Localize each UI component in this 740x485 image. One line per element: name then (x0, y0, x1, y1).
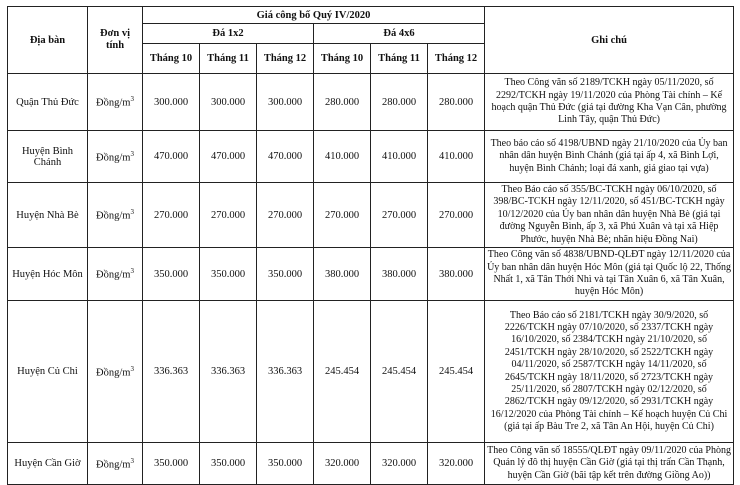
price-table-container (7, 6, 733, 485)
price-4x6-cell: 280.000 (428, 74, 485, 131)
header-stone-4x6: Đá 4x6 (314, 24, 485, 44)
header-note: Ghi chú (485, 7, 734, 74)
header-month: Tháng 11 (371, 44, 428, 74)
price-4x6-cell: 245.454 (314, 301, 371, 443)
price-1x2-cell: 350.000 (143, 443, 200, 485)
price-4x6-cell: 280.000 (371, 74, 428, 131)
price-4x6-cell: 270.000 (428, 183, 485, 248)
area-cell: Huyện Củ Chi (8, 301, 88, 443)
price-1x2-cell: 300.000 (143, 74, 200, 131)
table-row (8, 301, 734, 443)
header-unit: Đơn vị tính (88, 7, 143, 74)
price-1x2-cell: 300.000 (257, 74, 314, 131)
unit-cell: Đồng/$m^3$ (88, 248, 143, 301)
table-row (8, 74, 734, 131)
price-1x2-cell: 470.000 (257, 131, 314, 183)
price-1x2-cell: 350.000 (257, 443, 314, 485)
price-4x6-cell: 270.000 (371, 183, 428, 248)
note-cell: Theo Báo cáo số 2181/TCKH ngày 30/9/2020, số 2226/TCKH ngày 07/10/2020, số 2337/TCKH ngày 16/10/2020, số 2384/TCKH ngày 21/10/2020, số 2451/TCKH ngày 28/10/2020, số 2522/TCKH ngày 04/11/2020, số 2587/TCKH ngày 14/11/2020, số 2645/TCKH ngày 18/11/2020, số 2723/TCKH ngày 25/11/2020, số 2807/TCKH ngày 02/12/2020, số 2862/TCKH ngày 09/12/2020, số 2931/TCKH ngày 16/12/2020 của Phòng Tài chính – Kế hoạch huyện Củ Chi (giá tại ấp Bàu Tre 2, xã Tân An Hội, huyện Củ Chi) (485, 301, 734, 443)
price-4x6-cell: 410.000 (428, 131, 485, 183)
area-cell: Huyện Cần Giờ (8, 443, 88, 485)
unit-cell: Đồng/$m^3$ (88, 301, 143, 443)
price-1x2-cell: 336.363 (143, 301, 200, 443)
price-4x6-cell: 320.000 (428, 443, 485, 485)
unit-cell: Đồng/$m^3$ (88, 131, 143, 183)
header-stone-1x2: Đá 1x2 (143, 24, 314, 44)
price-4x6-cell: 410.000 (314, 131, 371, 183)
price-1x2-cell: 270.000 (257, 183, 314, 248)
header-month: Tháng 12 (257, 44, 314, 74)
price-4x6-cell: 270.000 (314, 183, 371, 248)
price-1x2-cell: 470.000 (200, 131, 257, 183)
header-area: Địa bàn (8, 7, 88, 74)
table-row (8, 443, 734, 485)
price-4x6-cell: 320.000 (371, 443, 428, 485)
note-cell: Theo Công văn số 2189/TCKH ngày 05/11/2020, số 2292/TCKH ngày 19/11/2020 của Phòng Tài chính – Kế hoạch quận Thủ Đức (giá tại đường Kha Vạn Cân, phường Linh Tây, quận Thủ Đức) (485, 74, 734, 131)
header-month: Tháng 12 (428, 44, 485, 74)
table-row (8, 248, 734, 301)
price-4x6-cell: 410.000 (371, 131, 428, 183)
price-1x2-cell: 350.000 (257, 248, 314, 301)
price-4x6-cell: 245.454 (371, 301, 428, 443)
price-4x6-cell: 320.000 (314, 443, 371, 485)
price-1x2-cell: 270.000 (200, 183, 257, 248)
price-1x2-cell: 350.000 (200, 248, 257, 301)
price-1x2-cell: 470.000 (143, 131, 200, 183)
price-1x2-cell: 270.000 (143, 183, 200, 248)
unit-cell: Đồng/$m^3$ (88, 183, 143, 248)
price-1x2-cell: 350.000 (143, 248, 200, 301)
table-row (8, 131, 734, 183)
table-row (8, 183, 734, 248)
price-1x2-cell: 300.000 (200, 74, 257, 131)
note-cell: Theo báo cáo số 4198/UBND ngày 21/10/2020 của Ủy ban nhân dân huyện Bình Chánh (giá tại ấp 4, xã Bình Lợi, huyện Bình Chánh; loại đá xanh, giá giao tại vựa) (485, 131, 734, 183)
price-4x6-cell: 380.000 (314, 248, 371, 301)
price-1x2-cell: 336.363 (257, 301, 314, 443)
price-4x6-cell: 245.454 (428, 301, 485, 443)
note-cell: Theo Báo cáo số 355/BC-TCKH ngày 06/10/2020, số 398/BC-TCKH ngày 12/11/2020, số 451/BC-TCKH ngày 10/12/2020 của Ủy ban nhân dân huyện Nhà Bè (giá tại đường Nguyễn Bình, ấp 3, xã Phú Xuân và tại xã Hiệp Phước, huyện Nhà Bè; nhãn hiệu Đồng Nai) (485, 183, 734, 248)
note-cell: Theo Công văn số 18555/QLĐT ngày 09/11/2020 của Phòng Quản lý đô thị huyện Cần Giờ (giá tại thị trấn Cần Thạnh, huyện Cần Giờ (bãi tập kết trên đường Giồng Ao)) (485, 443, 734, 485)
area-cell: Quận Thủ Đức (8, 74, 88, 131)
price-table (7, 6, 734, 485)
area-cell: Huyện Bình Chánh (8, 131, 88, 183)
unit-cell: Đồng/$m^3$ (88, 74, 143, 131)
unit-cell: Đồng/$m^3$ (88, 443, 143, 485)
area-cell: Huyện Nhà Bè (8, 183, 88, 248)
area-cell: Huyện Hóc Môn (8, 248, 88, 301)
price-4x6-cell: 380.000 (371, 248, 428, 301)
price-4x6-cell: 280.000 (314, 74, 371, 131)
price-4x6-cell: 380.000 (428, 248, 485, 301)
header-month: Tháng 11 (200, 44, 257, 74)
header-month: Tháng 10 (143, 44, 200, 74)
header-price-group: Giá công bố Quý IV/2020 (143, 7, 485, 24)
header-month: Tháng 10 (314, 44, 371, 74)
price-1x2-cell: 350.000 (200, 443, 257, 485)
price-1x2-cell: 336.363 (200, 301, 257, 443)
note-cell: Theo Công văn số 4838/UBND-QLĐT ngày 12/11/2020 của Ủy ban nhân dân huyện Hóc Môn (giá tại Quốc lộ 22, Thống Nhất 1, xã Tân Thới Nhì và tại Tân Xuân 6, xã Tân Xuân, huyện Hóc Môn) (485, 248, 734, 301)
